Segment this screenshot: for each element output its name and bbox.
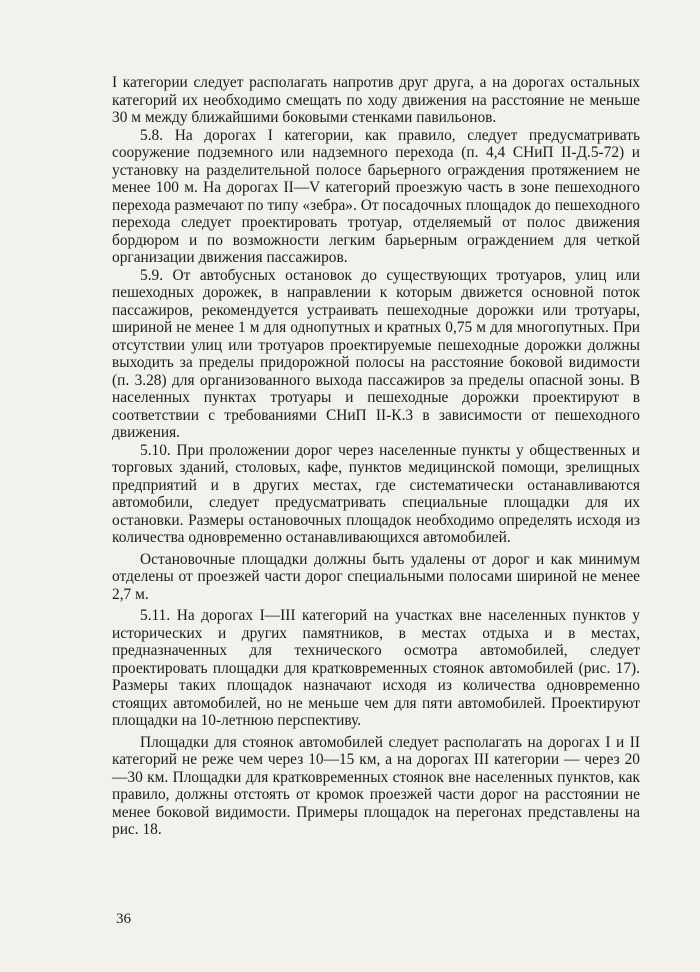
paragraph-parking-areas: Площадки для стоянок автомобилей следует располагать на дорогах I и II категорий не реже чем через 10—15 км, а на дорогах III категории — через 20—30 км. Площадки для кратковременных стоянок вне населенных пунктов, как правило, должны отстоять от кромок проезжей части дорог на расстоянии не менее боковой видимости. Примеры площадок на перегонах представлены на рис. 18. <box>112 733 640 838</box>
paragraph-continuation: I категории следует располагать напротив друг друга, а на дорогах остальных категорий их необходимо смещать по ходу движения на расстояние не меньше 30 м между ближайшими боковыми стенками павильонов. <box>112 74 640 126</box>
paragraph-5-10: 5.10. При проложении дорог через населенные пункты у общественных и торговых зданий, столовых, кафе, пунктов медицинской помощи, зрелищных предприятий и в других местах, где систематически останавливаются автомобили, следует предусматривать специальные площадки для их остановки. Размеры остановочных площадок необходимо определять исходя из количества одновременно останавливающихся автомобилей. <box>112 441 640 546</box>
paragraph-5-11: 5.11. На дорогах I—III категорий на участках вне населенных пунктов у исторических и других памятников, в местах отдыха и в местах, предназначенных для технического осмотра автомобилей, следует проектировать площадки для кратковременных стоянок автомобилей (рис. 17). Размеры таких площадок назначают исходя из количества одновременно стоящих автомобилей, но не меньше чем для пяти автомобилей. Проектируют площадки на 10-летнюю перспективу. <box>112 607 640 729</box>
paragraph-5-8: 5.8. На дорогах I категории, как правило, следует предусматривать сооружение подземного или надземного перехода (п. 4,4 СНиП II-Д.5-72) и установку на разделительной полосе барьерного ограждения протяжением не менее 100 м. На дорогах II—V категорий проезжую часть в зоне пешеходного перехода размечают по типу «зебра». От посадочных площадок до пешеходного перехода следует проектировать тротуар, отделяемый от полос движения бордюром и по возможности легким барьерным ограждением для четкой организации движения пассажиров. <box>112 126 640 266</box>
page-body <box>112 74 640 839</box>
page-number: 36 <box>116 911 131 927</box>
paragraph-5-9: 5.9. От автобусных остановок до существующих тротуаров, улиц или пешеходных дорожек, в направлении к которым движется основной поток пассажиров, рекомендуется устраивать пешеходные дорожки или тротуары, шириной не менее 1 м для однопутных и кратных 0,75 м для многопутных. При отсутствии улиц или тротуаров проектируемые пешеходные дорожки должны выходить за пределы придорожной полосы на расстояние боковой видимости (п. 3.28) для организованного выхода пассажиров за пределы опасной зоны. В населенных пунктах тротуары и пешеходные дорожки проектируют в соответствии с требованиями СНиП II-К.3 в зависимости от пешеходного движения. <box>112 266 640 441</box>
paragraph-stop-areas: Остановочные площадки должны быть удалены от дорог и как минимум отделены от проезжей части дорог специальными полосами шириной не менее 2,7 м. <box>112 550 640 603</box>
